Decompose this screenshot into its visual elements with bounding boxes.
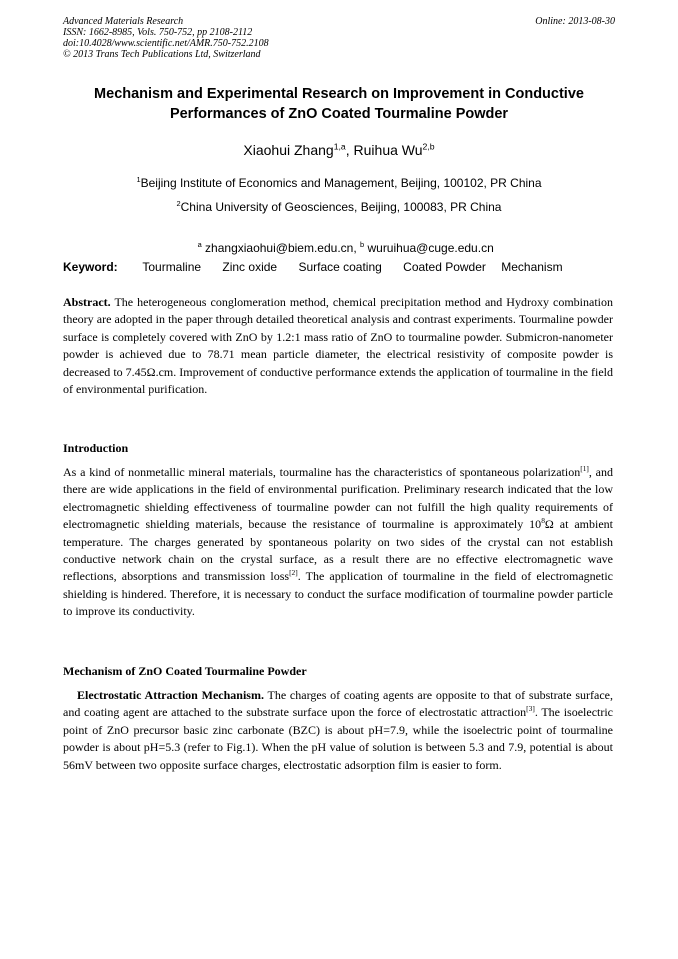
author-separator: , [345, 142, 354, 158]
online-date: Online: 2013-08-30 [535, 16, 615, 27]
mechanism-text-2: . The isoelectric point of ZnO precursor basic zinc carbonate (BZC) is about pH=7.9, while the isoelectric point of tourmaline powder is about pH=5.3 (refer to Fig.1). When the pH value of solution is between 5.3 and 7.9, potential is about 56mV between two opposite surface charges, electrostatic adsorption film is easier to form. [63, 705, 614, 772]
author-1: Xiaohui Zhang [243, 142, 334, 158]
email-a-mark: a [197, 240, 202, 249]
journal-header [63, 16, 615, 60]
keyword-item: Surface coating [298, 260, 382, 274]
mechanism-heading: Mechanism of ZnO Coated Tourmaline Powder [63, 664, 307, 678]
keywords-line [63, 259, 623, 275]
paper-title [40, 84, 638, 124]
affiliation-2 [40, 199, 638, 215]
doi-line: doi:10.4028/www.scientific.net/AMR.750-752.2108 [63, 38, 269, 49]
keyword-item: Mechanism [501, 260, 563, 274]
abstract-text: The heterogeneous conglomeration method, chemical precipitation method and Hydroxy combination theory are adopted in the paper through detailed theoretical analysis and contrast experiments. Tourmaline powder surface is completely covered with ZnO by 1.2:1 mass ratio of ZnO to tourmaline powder. Submicron-nanometer powder is achieved due to 78.71 mean particle diameter, the electrical resistivity of composite powder is decreased to 7.45Ω.cm. Improvement of conductive performance extends the application of tourmaline in the field of environmental purification. [63, 295, 613, 397]
introduction-paragraph [63, 464, 613, 621]
introduction-heading: Introduction [63, 441, 129, 455]
author-2: Ruihua Wu [353, 142, 423, 158]
affiliation-2-mark: 2 [176, 199, 181, 208]
affiliation-2-text: China University of Geosciences, Beijing, 100083, PR China [180, 200, 502, 214]
mechanism-run-in-heading: Electrostatic Attraction Mechanism. [77, 688, 264, 702]
keyword-item: Coated Powder [403, 260, 486, 274]
email-b-mark: b [360, 240, 365, 249]
exponent: 8 [541, 516, 545, 526]
title-line-2: Performances of ZnO Coated Tourmaline Powder [169, 106, 509, 122]
citation-2: [2] [289, 568, 298, 578]
author-list [40, 141, 638, 159]
intro-text-3: Ω at ambient temperature. The charges generated by spontaneous polarity on two sides of the crystal can not establish conductive network chain on the crystal surface, as a result there are no effective electromagnetic wave reflections, absorptions and transmission loss [63, 517, 614, 584]
issn-line: ISSN: 1662-8985, Vols. 750-752, pp 2108-2112 [63, 27, 253, 38]
email-a: zhangxiaohui@biem.edu.cn, [201, 241, 360, 255]
abstract-label: Abstract. [63, 295, 111, 309]
keywords-label: Keyword: [63, 260, 118, 274]
intro-text-2: , and there are wide applications in the field of environmental purification. Preliminary research indicated that the low electromagnetic shielding effectiveness of tourmaline powder can not fulfill the high quality requirements of electromagnetic shielding materials, because the resistance of tourmaline is approximately 10 [63, 465, 614, 532]
author-1-affiliation-mark: 1,a [333, 141, 346, 152]
author-2-affiliation-mark: 2,b [422, 141, 435, 152]
mechanism-text-1: The charges of coating agents are opposite to that of substrate surface, and coating agent are attached to the substrate surface upon the force of electrostatic attraction [63, 688, 613, 720]
affiliation-1 [40, 175, 638, 191]
affiliation-1-text: Beijing Institute of Economics and Management, Beijing, 100102, PR China [140, 176, 542, 190]
affiliation-1-mark: 1 [136, 175, 141, 184]
mechanism-paragraph [63, 687, 613, 774]
keyword-item: Tourmaline [142, 260, 202, 274]
abstract-paragraph [63, 294, 613, 398]
intro-text-1: As a kind of nonmetallic mineral materials, tourmaline has the characteristics of spontaneous polarization [63, 465, 581, 479]
copyright-line: © 2013 Trans Tech Publications Ltd, Switzerland [63, 49, 261, 60]
citation-1: [1] [580, 464, 589, 473]
keyword-item: Zinc oxide [222, 260, 278, 274]
journal-name: Advanced Materials Research [63, 16, 184, 27]
title-line-1: Mechanism and Experimental Research on Improvement in Conductive [94, 86, 584, 102]
intro-text-4: . The application of tourmaline in the field of electromagnetic shielding is hindered. Therefore, it is necessary to conduct the surface modification of tourmaline powder particle to improve its conductivity. [63, 569, 614, 619]
email-b: wuruihua@cuge.edu.cn [364, 241, 494, 255]
citation-3: [3] [526, 704, 535, 714]
